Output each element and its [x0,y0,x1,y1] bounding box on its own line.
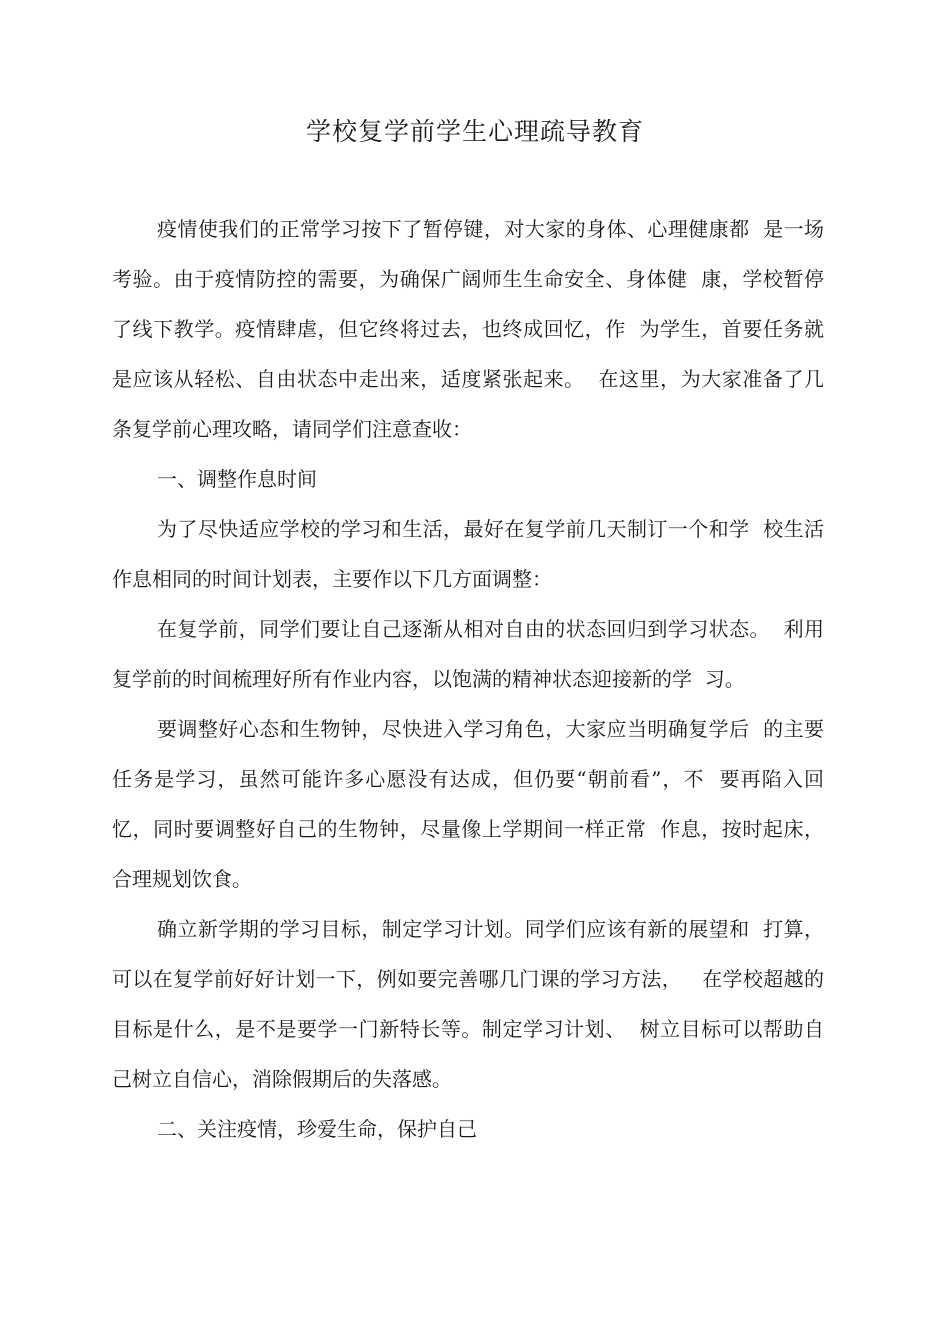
paragraph-line: 可以在复学前好好计划一下，例如要完善哪几门课的学习方法， 在学校超越的 [112,967,824,991]
section-heading: 二、关注疫情，珍爱生命，保护自己 [157,1117,477,1141]
paragraph-line: 复学前的时间梳理好所有作业内容，以饱满的精神状态迎接新的学 习。 [112,667,745,691]
paragraph-line: 是应该从轻松、自由状态中走出来，适度紧张起来。 在这里，为大家准备了几 [112,367,824,391]
paragraph-line: 考验。由于疫情防控的需要，为确保广阔师生生命安全、身体健 康，学校暂停 [112,267,824,291]
paragraph-line: 目标是什么，是不是要学一门新特长等。制定学习计划、 树立目标可以帮助自 [112,1017,824,1041]
section-heading: 一、调整作息时间 [157,467,317,491]
paragraph-line: 忆，同时要调整好自己的生物钟，尽量像上学期间一样正常 作息，按时起床， [112,817,824,841]
paragraph-line: 作息相同的时间计划表，主要作以下几方面调整： [112,567,552,591]
paragraph-line: 为了尽快适应学校的学习和生活，最好在复学前几天制订一个和学 校生活 [157,517,824,541]
paragraph-line: 在复学前，同学们要让自己逐渐从相对自由的状态回归到学习状态。 利用 [157,617,824,641]
paragraph-line: 己树立自信心，消除假期后的失落感。 [112,1067,452,1091]
paragraph-line: 确立新学期的学习目标，制定学习计划。同学们应该有新的展望和 打算， [157,917,824,941]
paragraph-line: 疫情使我们的正常学习按下了暂停键，对大家的身体、心理健康都 是一场 [157,217,824,241]
paragraph-line: 条复学前心理攻略，请同学们注意查收： [112,417,472,441]
paragraph-line: 任务是学习，虽然可能许多心愿没有达成，但仍要“朝前看”，不 要再陷入回 [112,767,824,791]
document-title: 学校复学前学生心理疏导教育 [305,117,644,146]
paragraph-line: 了线下教学。疫情肆虐，但它终将过去，也终成回忆，作 为学生，首要任务就 [112,317,824,341]
paragraph-line: 合理规划饮食。 [112,867,252,891]
paragraph-line: 要调整好心态和生物钟，尽快进入学习角色，大家应当明确复学后 的主要 [157,717,824,741]
